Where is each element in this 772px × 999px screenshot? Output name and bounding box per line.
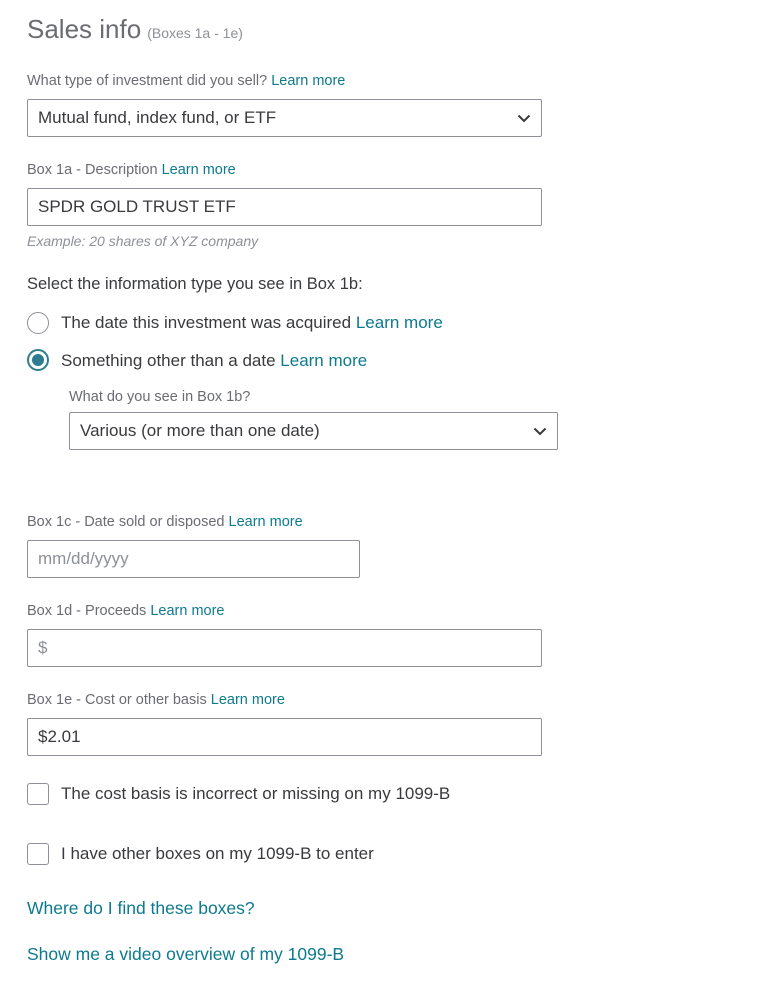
box1e-label-text: Box 1e - Cost or other basis — [27, 692, 207, 708]
box1c-learn-more-link[interactable]: Learn more — [228, 514, 303, 530]
cost-basis-incorrect-label: The cost basis is incorrect or missing on my 1099-B — [61, 784, 451, 803]
box1a-example-hint: Example: 20 shares of XYZ company — [27, 233, 259, 249]
chevron-down-icon — [533, 427, 547, 436]
investment-type-learn-more-link[interactable]: Learn more — [271, 73, 346, 89]
cost-basis-incorrect-checkbox[interactable] — [27, 783, 49, 805]
video-overview-link[interactable]: Show me a video overview of my 1099-B — [27, 944, 345, 964]
box1a-description-input[interactable] — [27, 188, 542, 226]
box1b-type-selected-value: Various (or more than one date) — [80, 421, 320, 440]
box1a-label-text: Box 1a - Description — [27, 162, 158, 178]
box1b-radio-date-acquired[interactable] — [27, 312, 49, 334]
box1b-sub-label: What do you see in Box 1b? — [69, 389, 251, 405]
box1a-learn-more-link[interactable]: Learn more — [161, 162, 236, 178]
box1b-option-other-than-date-label: Something other than a date — [61, 351, 276, 370]
investment-type-label — [27, 73, 345, 89]
page-subtitle: (Boxes 1a - 1e) — [147, 25, 243, 41]
where-find-boxes-link[interactable]: Where do I find these boxes? — [27, 898, 255, 918]
box1d-label — [27, 603, 224, 619]
investment-type-select[interactable] — [27, 99, 542, 137]
box1b-option-other-than-date — [61, 351, 367, 371]
page-title — [27, 14, 243, 45]
box1b-option-date-acquired — [61, 313, 443, 333]
box1b-option-other-than-date-learn-more-link[interactable]: Learn more — [280, 351, 368, 370]
other-boxes-checkbox[interactable] — [27, 843, 49, 865]
box1e-learn-more-link[interactable]: Learn more — [210, 692, 285, 708]
box1e-cost-basis-value: $2.01 — [38, 727, 81, 746]
box1a-description-value: SPDR GOLD TRUST ETF — [38, 197, 236, 216]
box1b-type-select[interactable] — [69, 412, 558, 450]
box1c-date-sold-input[interactable] — [27, 540, 360, 578]
page-title-text: Sales info — [27, 14, 142, 44]
box1e-label — [27, 692, 285, 708]
box1d-label-text: Box 1d - Proceeds — [27, 603, 147, 619]
box1b-option-date-acquired-label: The date this investment was acquired — [61, 313, 352, 332]
box1c-date-placeholder: mm/dd/yyyy — [38, 549, 129, 568]
radio-selected-dot — [32, 354, 44, 366]
box1a-label — [27, 162, 236, 178]
box1d-proceeds-input[interactable] — [27, 629, 542, 667]
box1c-label — [27, 514, 303, 530]
box1c-label-text: Box 1c - Date sold or disposed — [27, 514, 225, 530]
investment-type-selected-value: Mutual fund, index fund, or ETF — [38, 108, 277, 127]
investment-type-label-text: What type of investment did you sell? — [27, 73, 268, 89]
box1d-learn-more-link[interactable]: Learn more — [150, 603, 225, 619]
box1b-radio-other-than-date[interactable] — [27, 349, 49, 371]
box1b-question: Select the information type you see in Box 1b: — [27, 275, 363, 293]
box1e-cost-basis-input[interactable] — [27, 718, 542, 756]
box1d-proceeds-placeholder: $ — [38, 638, 48, 657]
chevron-down-icon — [517, 114, 531, 123]
other-boxes-label: I have other boxes on my 1099-B to enter — [61, 844, 374, 863]
box1b-option-date-acquired-learn-more-link[interactable]: Learn more — [355, 313, 443, 332]
